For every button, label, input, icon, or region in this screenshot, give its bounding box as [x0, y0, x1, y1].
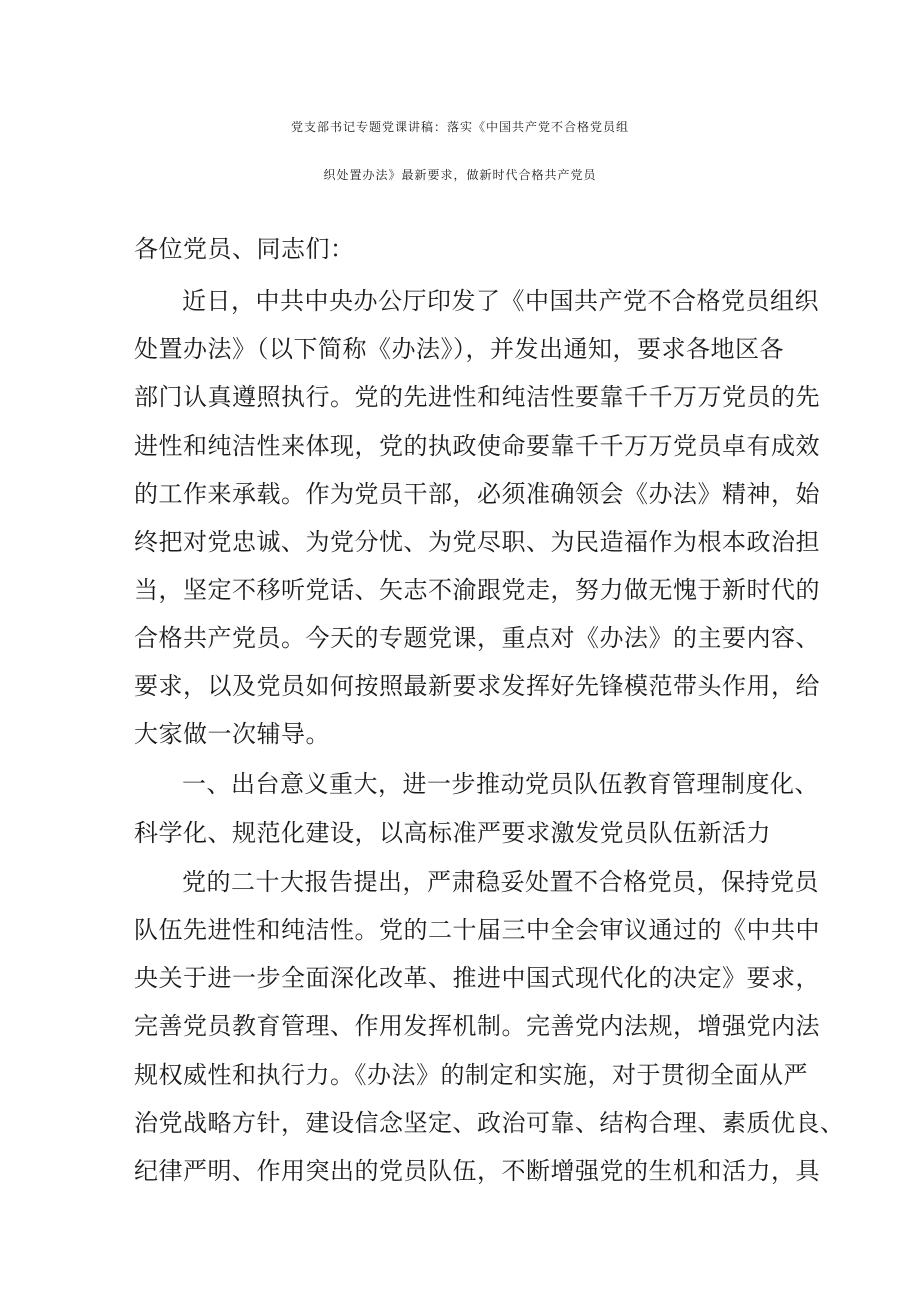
paragraph-1-line-7: 当，坚定不移听党话、矢志不渝跟党走，努力做无愧于新时代的 [134, 576, 820, 604]
paragraph-1-line-6: 终把对党忠诚、为党分忧、为党尽职、为民造福作为根本政治担 [134, 528, 820, 556]
paragraph-2-line-3: 央关于进一步全面深化改革、推进中国式现代化的决定》要求， [134, 964, 820, 992]
section-heading-line-1: 一、出台意义重大，进一步推动党员队伍教育管理制度化、 [182, 770, 819, 798]
paragraph-1-line-9: 要求，以及党员如何按照最新要求发挥好先锋模范带头作用，给 [134, 672, 820, 700]
section-heading-line-2: 科学化、规范化建设，以高标准严要求激发党员队伍新活力 [134, 819, 771, 847]
paragraph-1-line-4: 进性和纯洁性来体现，党的执政使命要靠千千万万党员卓有成效 [134, 432, 820, 460]
paragraph-1-line-5: 的工作来承载。作为党员干部，必须准确领会《办法》精神，始 [134, 480, 820, 508]
paragraph-2-line-7: 纪律严明、作用突出的党员队伍，不断增强党的生机和活力，具 [134, 1157, 820, 1185]
paragraph-2-line-5: 规权威性和执行力。《办法》的制定和实施，对于贯彻全面从严 [134, 1061, 808, 1089]
paragraph-1-line-3: 部门认真遵照执行。党的先进性和纯洁性要靠千千万万党员的先 [134, 383, 820, 411]
paragraph-1-line-1: 近日，中共中央办公厅印发了《中国共产党不合格党员组织 [182, 287, 819, 315]
paragraph-1-line-2: 处置办法》（以下简称《办法》），并发出通知，要求各地区各 [134, 335, 784, 363]
paragraph-1-line-10: 大家做一次辅导。 [134, 720, 330, 748]
paragraph-2-line-2: 队伍先进性和纯洁性。党的二十届三中全会审议通过的《中共中 [134, 916, 820, 944]
paragraph-2-line-6: 治党战略方针，建设信念坚定、政治可靠、结构合理、素质优良、 [134, 1109, 845, 1137]
paragraph-2-line-1: 党的二十大报告提出，严肃稳妥处置不合格党员，保持党员 [182, 868, 819, 896]
paragraph-2-line-4: 完善党员教育管理、作用发挥机制。完善党内法规，增强党内法 [134, 1012, 820, 1040]
document-title-line-2: 织处置办法》最新要求，做新时代合格共产党员 [323, 168, 597, 182]
document-title-line-1: 党支部书记专题党课讲稿：落实《中国共产党不合格党员组 [290, 120, 629, 134]
paragraph-1-line-8: 合格共产党员。今天的专题党课，重点对《办法》的主要内容、 [134, 624, 820, 652]
salutation: 各位党员、同志们： [134, 235, 355, 263]
